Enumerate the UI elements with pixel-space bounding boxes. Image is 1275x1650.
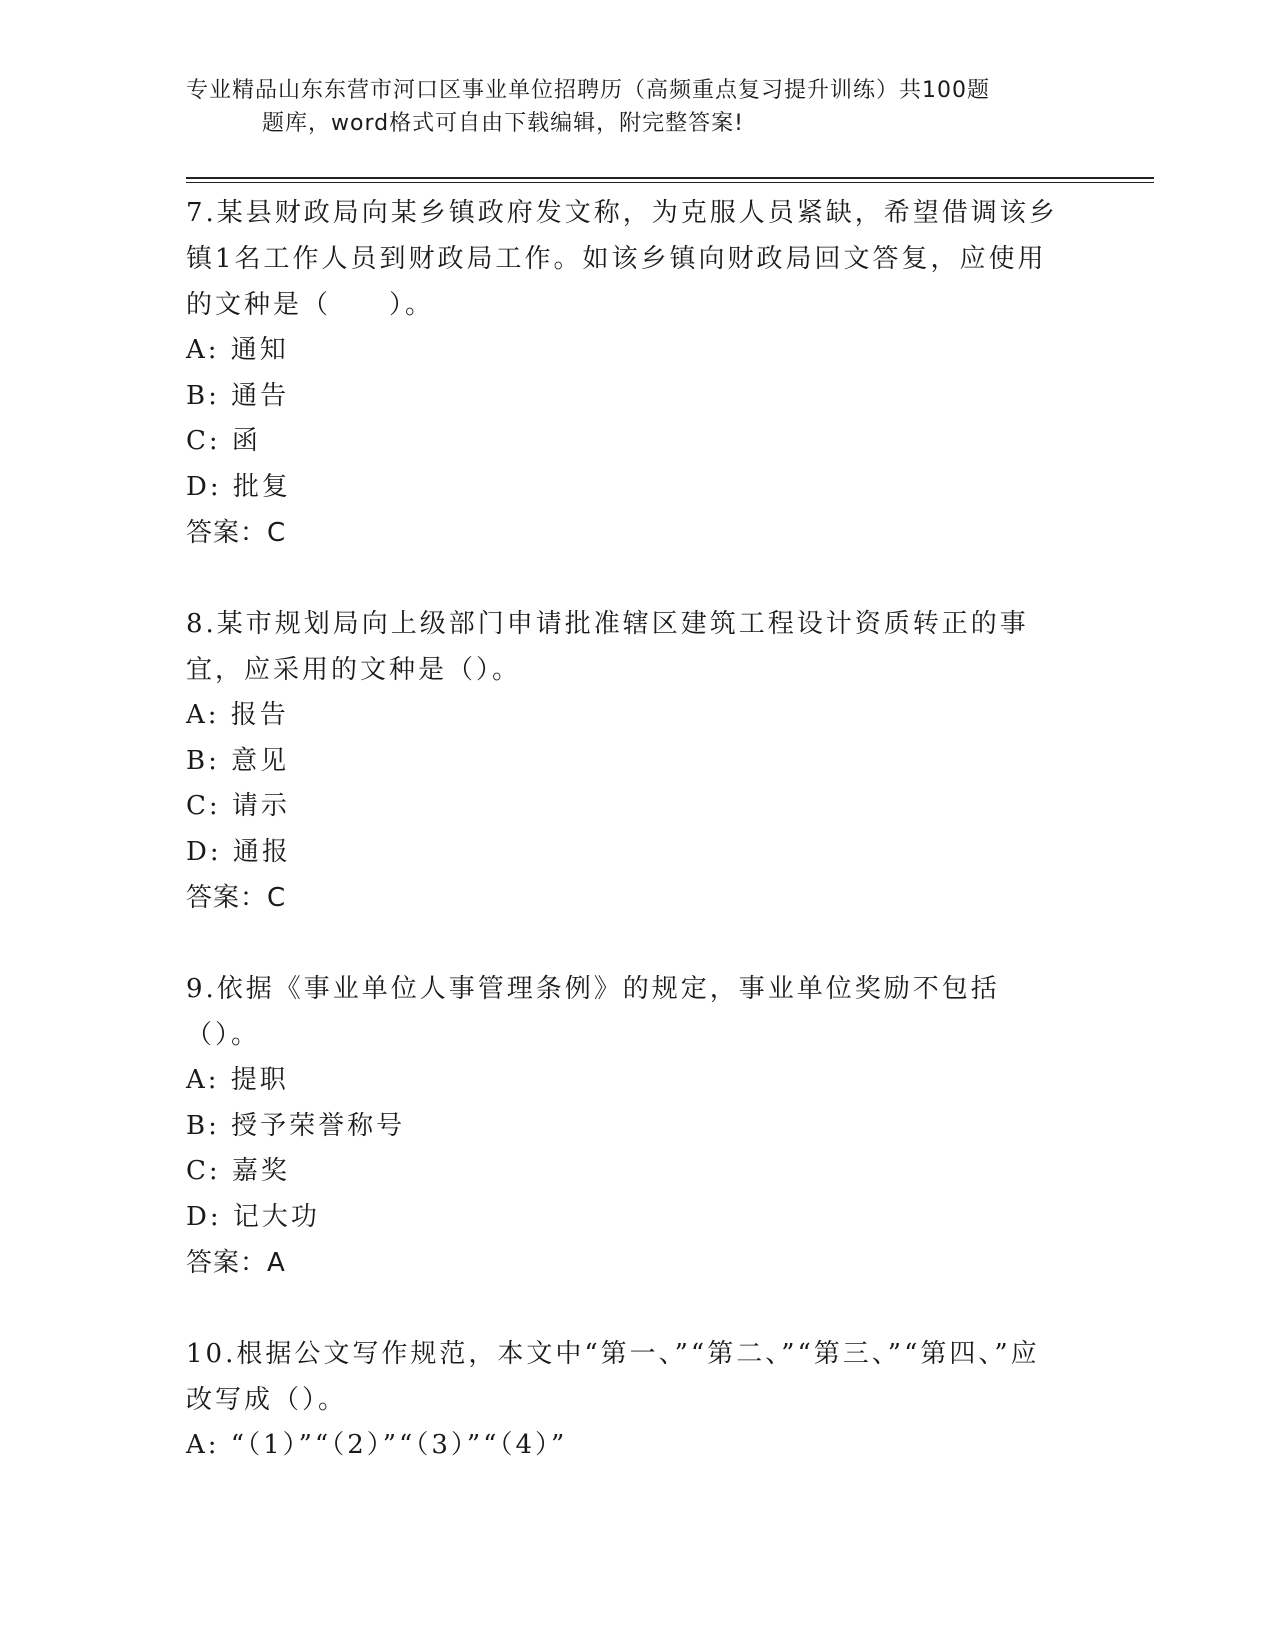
question-text: 9.依据《事业单位人事管理条例》的规定，事业单位奖励不包括（）。 [186, 974, 1000, 1050]
option-d: D: 记大功 [186, 1201, 320, 1232]
option-c: C: 嘉奖 [186, 1156, 290, 1186]
header-divider-thin [186, 182, 1154, 183]
answer-line: 答案：C [186, 518, 287, 548]
question-text: 7.某县财政局向某乡镇政府发文称，为克服人员紧缺，希望借调该乡镇1名工作人员到财政局工作。如该乡镇向财政局回文答复，应使用的文种是（ ）。 [186, 198, 1058, 320]
question-text: 8.某市规划局向上级部门申请批准辖区建筑工程设计资质转正的事宜，应采用的文种是（）。 [186, 609, 1029, 685]
option-b: B: 授予荣誉称号 [186, 1110, 406, 1141]
question-9 [186, 966, 1066, 1286]
option-b: B: 意见 [186, 745, 290, 776]
answer-line: 答案：C [186, 883, 287, 913]
question-7 [186, 190, 1066, 556]
option-c: C: 函 [186, 426, 261, 456]
header-title-line2: 题库，word格式可自由下载编辑，附完整答案! [262, 111, 744, 136]
header-divider-thick [186, 177, 1154, 179]
option-d: D: 批复 [186, 471, 291, 502]
option-a: A: 提职 [186, 1065, 289, 1095]
option-c: C: 请示 [186, 791, 290, 821]
option-b: B: 通告 [186, 380, 290, 411]
answer-line: 答案：A [186, 1248, 286, 1278]
option-a: A: 报告 [186, 700, 289, 730]
option-d: D: 通报 [186, 836, 291, 867]
option-a: A: 通知 [186, 335, 289, 365]
question-10 [186, 1331, 1066, 1469]
question-list [186, 190, 1066, 1514]
question-8 [186, 601, 1066, 921]
question-text: 10.根据公文写作规范，本文中“第一、”“第二、”“第三、”“第四、”应改写成（）。 [186, 1339, 1040, 1415]
document-header [186, 74, 1066, 140]
option-a: A: “（1）”“（2）”“（3）”“（4）” [186, 1430, 568, 1460]
header-title-line1: 专业精品山东东营市河口区事业单位招聘历（高频重点复习提升训练）共100题 [186, 78, 990, 103]
